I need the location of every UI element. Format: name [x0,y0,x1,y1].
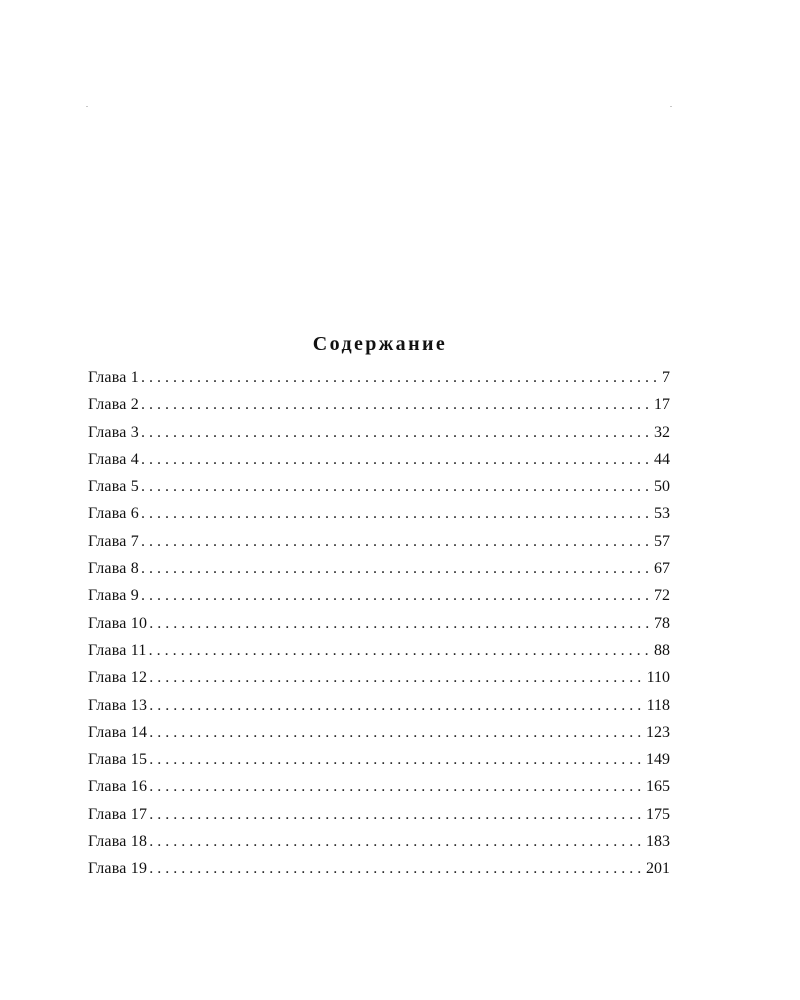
toc-entry[interactable] [88,637,670,664]
toc-entry[interactable] [88,528,670,555]
toc-entry-label: Глава 1 [88,369,139,386]
toc-entry[interactable] [88,610,670,637]
dot-leader [147,801,644,828]
toc-entry-label: Глава 3 [88,423,139,441]
dot-leader [147,828,644,855]
toc-entry-page: 72 [654,587,670,605]
dot-leader [139,473,652,500]
toc-entry-page: 88 [654,641,670,659]
toc-entry-label: Глава 8 [88,560,139,578]
toc-entry[interactable] [88,582,670,609]
dot-leader [147,855,644,882]
toc-entry[interactable] [88,855,670,882]
toc-entry[interactable] [88,473,670,500]
toc-entry-page: 44 [654,450,670,468]
toc-entry[interactable] [88,391,670,418]
toc-entry-page: 32 [654,423,670,441]
toc-entry[interactable] [88,500,670,527]
dot-leader [139,364,660,391]
toc-entry-page: 175 [646,805,670,823]
dot-leader [147,610,652,637]
dot-leader [139,419,652,446]
toc-title: Содержание [312,333,448,355]
toc-entry-label: Глава 11 [88,641,147,659]
toc-entry-label: Глава 7 [88,532,139,550]
toc-entry-page: 149 [646,751,670,769]
toc-entry-page: 118 [646,696,670,714]
toc-entry-page: 53 [654,505,670,523]
dot-leader [139,528,652,555]
toc-entry-label: Глава 18 [88,833,148,851]
toc-entry-page: 110 [646,669,670,687]
toc-entry-page: 50 [654,478,670,496]
dot-leader [139,500,652,527]
toc-list [88,364,670,883]
toc-entry[interactable] [88,773,670,800]
table-of-contents [88,330,670,883]
dot-leader [147,746,644,773]
toc-entry[interactable] [88,746,670,773]
toc-entry[interactable] [88,419,670,446]
toc-entry[interactable] [88,828,670,855]
toc-entry[interactable] [88,446,670,473]
toc-entry-label: Глава 6 [88,505,139,523]
dot-leader [139,555,652,582]
dot-leader [147,773,644,800]
toc-entry-label: Глава 2 [88,396,139,414]
toc-entry-page: 7 [662,369,670,386]
toc-entry[interactable] [88,664,670,691]
toc-entry-label: Глава 19 [88,860,148,878]
dot-leader [147,692,644,719]
toc-entry-label: Глава 15 [88,751,148,769]
toc-entry[interactable] [88,801,670,828]
toc-entry-page: 78 [654,614,670,632]
dot-leader [139,391,652,418]
toc-entry-page: 201 [646,860,670,878]
toc-entry[interactable] [88,555,670,582]
dot-leader [147,637,652,664]
toc-entry-label: Глава 5 [88,478,139,496]
toc-entry-label: Глава 14 [88,723,148,741]
toc-entry-page: 17 [654,396,670,414]
toc-entry-label: Глава 10 [88,614,148,632]
toc-entry-label: Глава 17 [88,805,148,823]
dot-leader [147,664,644,691]
toc-entry-label: Глава 9 [88,587,139,605]
toc-entry-label: Глава 16 [88,778,148,796]
toc-entry-page: 67 [654,560,670,578]
toc-entry[interactable] [88,719,670,746]
crop-mark-right [670,106,672,107]
dot-leader [139,582,652,609]
toc-entry-label: Глава 13 [88,696,148,714]
toc-entry-label: Глава 12 [88,669,148,687]
toc-entry-page: 183 [646,833,670,851]
crop-mark-left [86,106,88,107]
toc-entry-page: 57 [654,532,670,550]
dot-leader [139,446,652,473]
toc-entry[interactable] [88,692,670,719]
toc-entry[interactable] [88,364,670,391]
toc-entry-page: 123 [646,723,670,741]
toc-entry-page: 165 [646,778,670,796]
dot-leader [147,719,644,746]
toc-entry-label: Глава 4 [88,450,139,468]
